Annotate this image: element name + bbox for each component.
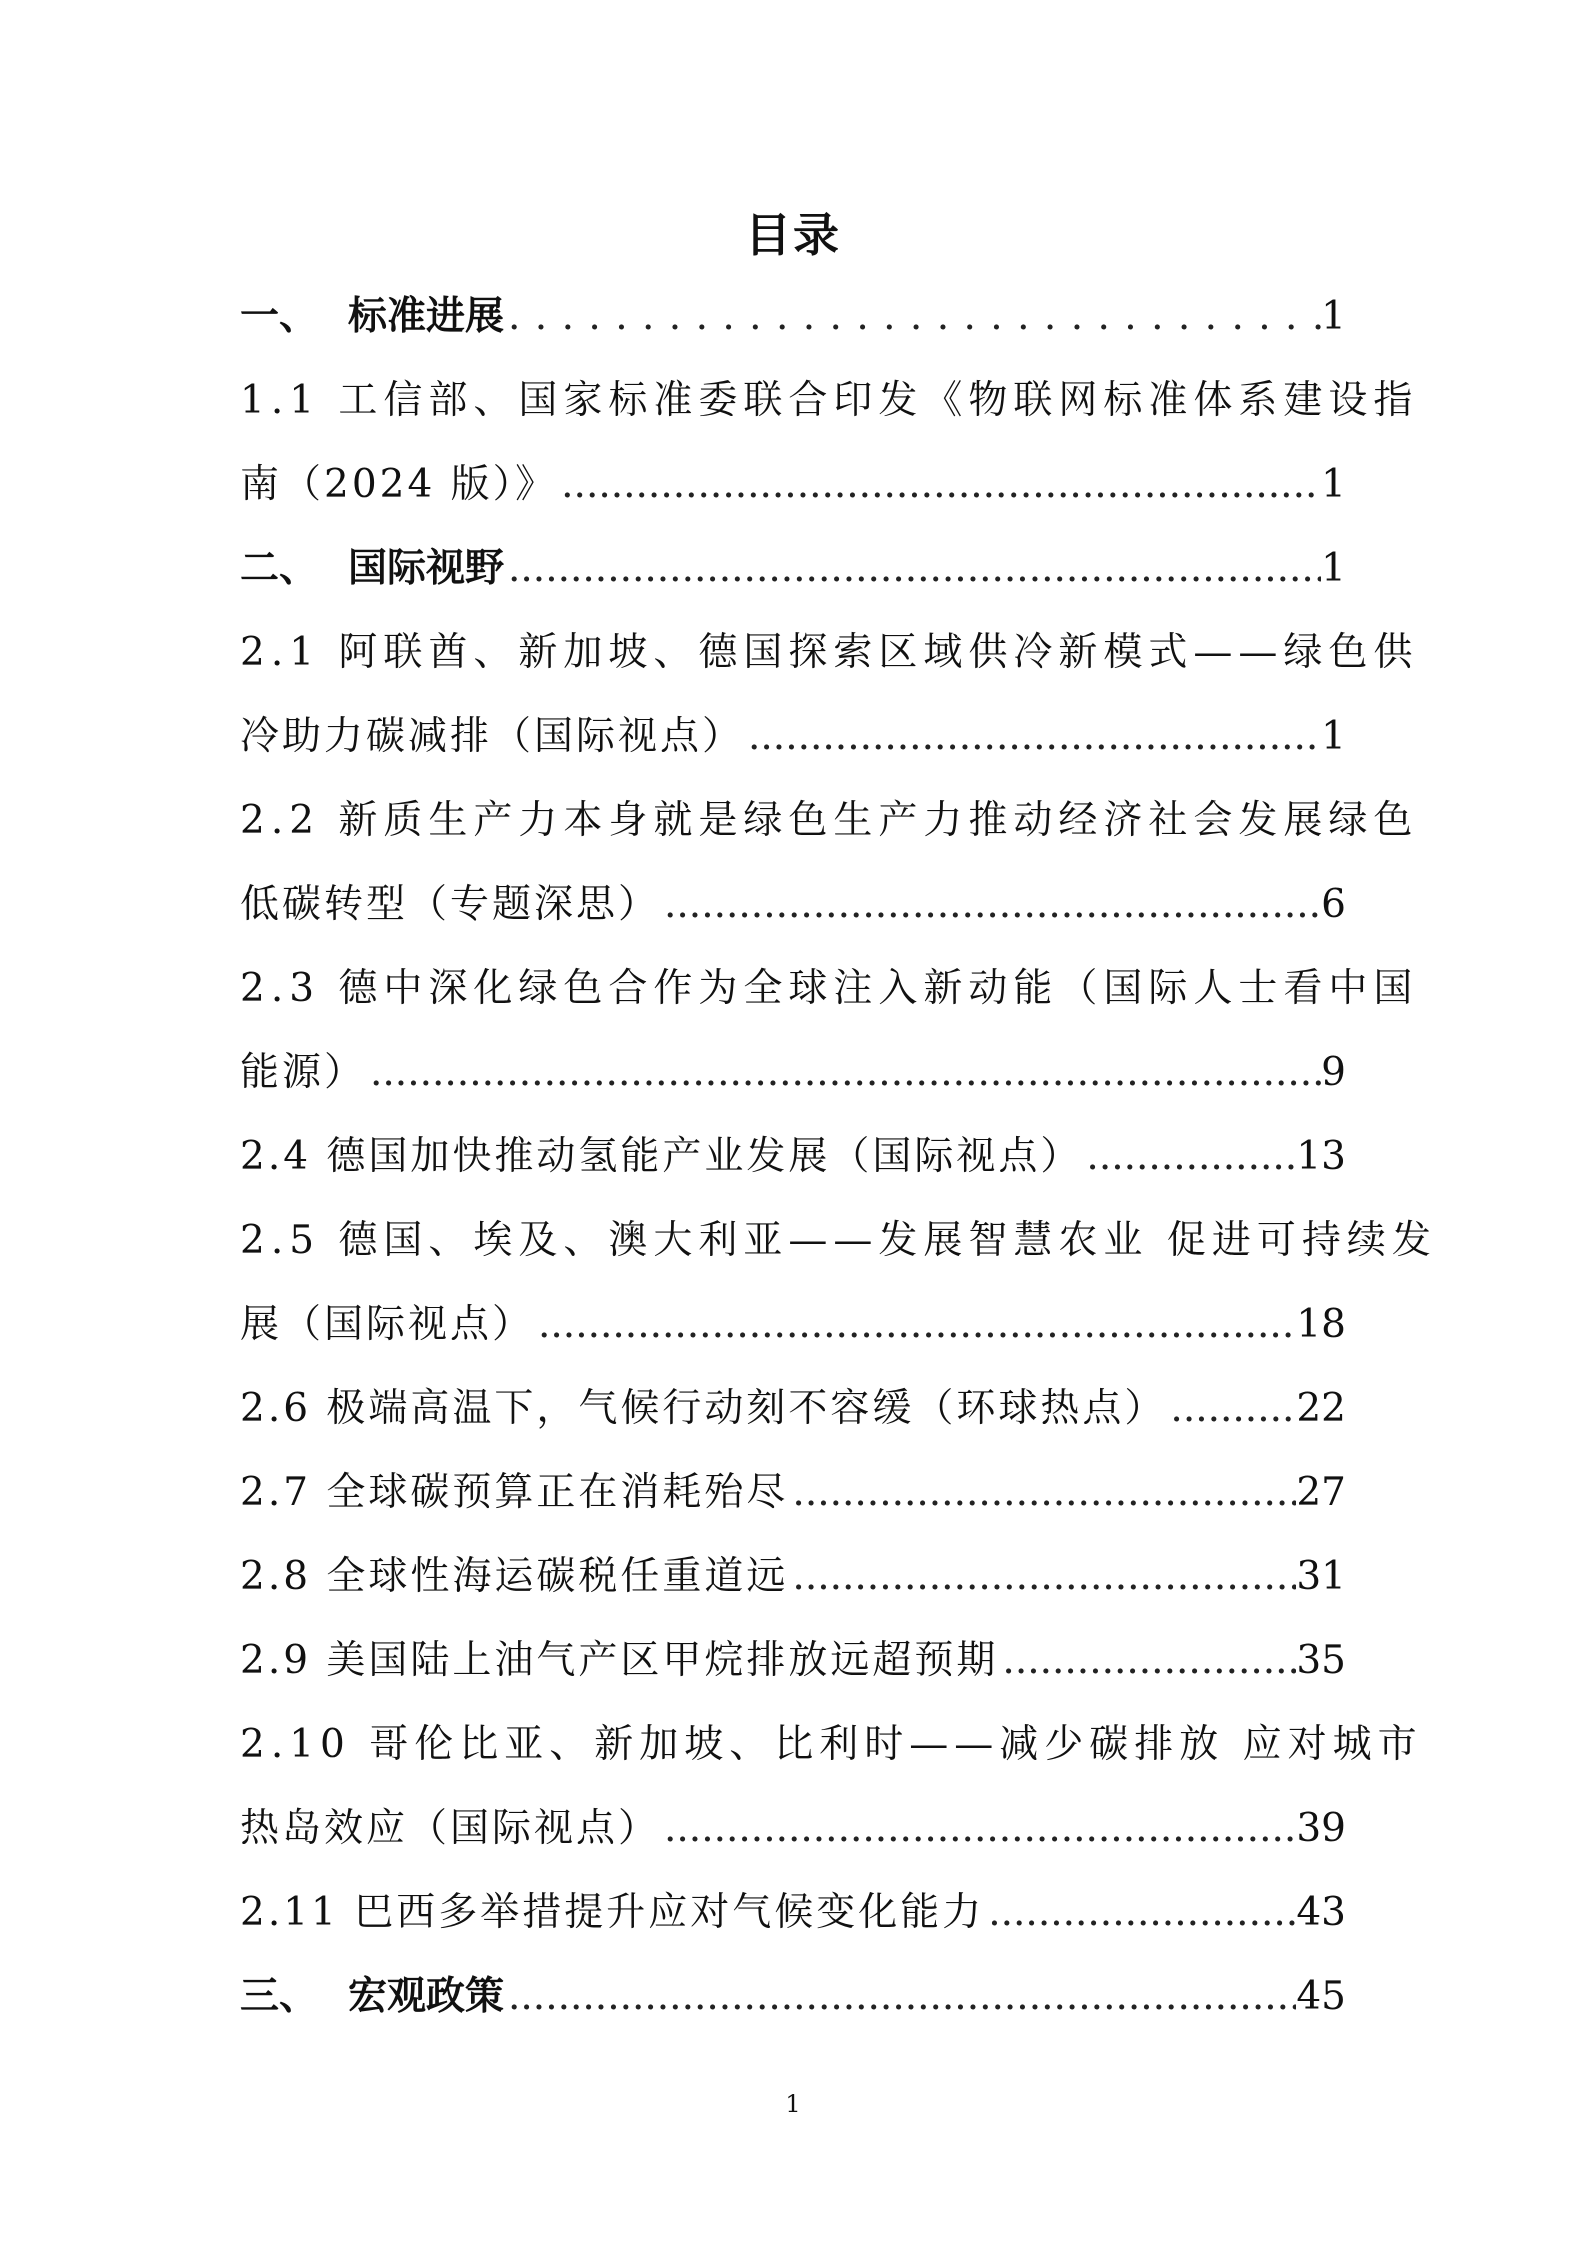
dot-leader (1082, 1115, 1296, 1199)
section-title: 标准进展 (348, 294, 505, 339)
dot-leader (660, 1787, 1296, 1871)
toc-entry-text: 2.1 阿联酋、新加坡、德国探索区域供冷新模式——绿色供 (240, 630, 1419, 675)
toc-entry[interactable] (240, 527, 1346, 611)
section-number: 一、 (240, 294, 319, 339)
toc-entry-text: 2.3 德中深化绿色合作为全球注入新动能（国际人士看中国 (240, 966, 1419, 1011)
toc-entry-text: 1.1 工信部、国家标准委联合印发《物联网标准体系建设指 (240, 378, 1419, 423)
toc-page-number: 1 (1321, 714, 1346, 759)
toc-entry-text (240, 275, 504, 359)
dot-leader (788, 1535, 1296, 1619)
toc-entry-text: 南（2024 版）》 (240, 462, 558, 507)
toc-entry-line[interactable] (240, 1199, 1437, 1283)
page-footer-number: 1 (785, 2090, 801, 2118)
toc-page-number: 9 (1321, 1050, 1346, 1095)
table-of-contents (240, 275, 1437, 2039)
toc-entry[interactable] (240, 1115, 1346, 1199)
toc-entry-text: 2.7 全球碳预算正在消耗殆尽 (240, 1470, 789, 1515)
toc-entry-text: 2.6 极端高温下，气候行动刻不容缓（环球热点） (240, 1386, 1167, 1431)
toc-title: 目录 (745, 208, 841, 262)
toc-page-number: 27 (1296, 1470, 1346, 1515)
toc-entry-line[interactable] (240, 947, 1419, 1031)
toc-entry-text: 热岛效应（国际视点） (240, 1806, 661, 1851)
toc-page-number: 31 (1296, 1554, 1346, 1599)
toc-entry-text (240, 1955, 504, 2039)
toc-entry[interactable] (240, 1535, 1346, 1619)
toc-page-number: 35 (1296, 1638, 1346, 1683)
toc-page-number: 6 (1321, 882, 1346, 927)
toc-page-number: 1 (1321, 294, 1346, 339)
toc-entry-text: 2.5 德国、埃及、澳大利亚——发展智慧农业 促进可持续发 (240, 1218, 1437, 1263)
toc-entry-line[interactable] (240, 1703, 1423, 1787)
toc-entry-text: 展（国际视点） (240, 1302, 535, 1347)
toc-entry[interactable] (240, 1619, 1346, 1703)
toc-entry[interactable] (240, 1031, 1346, 1115)
section-title: 宏观政策 (348, 1974, 505, 2019)
toc-entry-text: 冷助力碳减排（国际视点） (240, 714, 745, 759)
toc-page-number: 22 (1296, 1386, 1346, 1431)
dot-leader (660, 863, 1321, 947)
toc-entry-text: 2.11 巴西多举措提升应对气候变化能力 (240, 1890, 985, 1935)
dot-leader (504, 275, 1321, 359)
dot-leader (504, 527, 1321, 611)
dot-leader (998, 1619, 1296, 1703)
toc-entry[interactable] (240, 275, 1346, 359)
section-number: 三、 (240, 1974, 319, 2019)
toc-entry-text: 2.9 美国陆上油气产区甲烷排放远超预期 (240, 1638, 999, 1683)
section-number: 二、 (240, 546, 319, 591)
toc-entry[interactable] (240, 1787, 1346, 1871)
dot-leader (504, 1955, 1296, 2039)
toc-page-number: 43 (1296, 1890, 1346, 1935)
toc-entry-text: 能源） (240, 1050, 367, 1095)
toc-page-number: 18 (1296, 1302, 1346, 1347)
toc-entry[interactable] (240, 1283, 1346, 1367)
toc-entry-text: 2.10 哥伦比亚、新加坡、比利时——减少碳排放 应对城市 (240, 1722, 1423, 1767)
section-title: 国际视野 (348, 546, 505, 591)
toc-entry[interactable] (240, 443, 1346, 527)
toc-entry-text: 2.4 德国加快推动氢能产业发展（国际视点） (240, 1134, 1083, 1179)
toc-entry-text: 2.2 新质生产力本身就是绿色生产力推动经济社会发展绿色 (240, 798, 1419, 843)
dot-leader (788, 1451, 1296, 1535)
dot-leader (557, 443, 1321, 527)
toc-entry[interactable] (240, 695, 1346, 779)
dot-leader (984, 1871, 1296, 1955)
toc-entry-text (240, 527, 504, 611)
toc-entry-line[interactable] (240, 779, 1419, 863)
toc-entry-line[interactable] (240, 611, 1419, 695)
dot-leader (366, 1031, 1321, 1115)
dot-leader (534, 1283, 1296, 1367)
toc-entry[interactable] (240, 1955, 1346, 2039)
dot-leader (744, 695, 1321, 779)
toc-entry-text: 低碳转型（专题深思） (240, 882, 661, 927)
toc-page-number: 1 (1321, 546, 1346, 591)
toc-entry[interactable] (240, 1451, 1346, 1535)
toc-page-number: 1 (1321, 462, 1346, 507)
toc-page-number: 45 (1296, 1974, 1346, 2019)
toc-page-number: 13 (1296, 1134, 1346, 1179)
toc-entry-text: 2.8 全球性海运碳税任重道远 (240, 1554, 789, 1599)
toc-entry[interactable] (240, 1871, 1346, 1955)
toc-entry-line[interactable] (240, 359, 1419, 443)
toc-entry[interactable] (240, 863, 1346, 947)
dot-leader (1166, 1367, 1296, 1451)
toc-entry[interactable] (240, 1367, 1346, 1451)
toc-page-number: 39 (1296, 1806, 1346, 1851)
